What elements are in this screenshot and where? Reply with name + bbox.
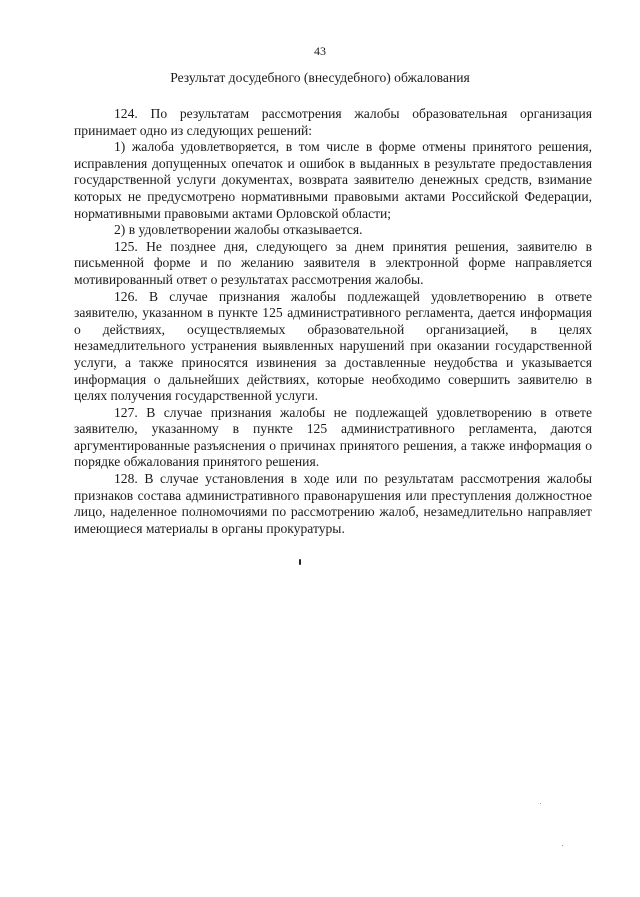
paragraph-125: 125. Не позднее дня, следующего за днем принятия решения, заявителю в письменной форме и по желанию заявителя в электронной форме направляется мотивированный ответ о результатах рассмотрения жалобы. <box>74 238 592 287</box>
paragraph-124: 124. По результатам рассмотрения жалобы образовательная организация принимает одно из следующих решений: <box>74 106 592 138</box>
paragraph-124-item-2: 2) в удовлетворении жалобы отказывается. <box>114 222 363 238</box>
paragraph-126: 126. В случае признания жалобы подлежащей удовлетворению в ответе заявителю, указанном в пункте 125 административного регламента, дается информация о действиях, осуществляемых образовательной организацией, в целях незамедлительного устранения выявленных нарушений при оказании государственной услуги, а также приносятся извинения за доставленные неудобства и указывается информация о дальнейших действиях, которые необходимо совершить заявителю в целях получения государственной услуги. <box>74 288 592 404</box>
scan-artifact-dot <box>562 845 563 846</box>
document-body <box>74 106 592 537</box>
paragraph-127: 127. В случае признания жалобы не подлежащей удовлетворению в ответе заявителю, указанному в пункте 125 административного регламента, даются аргументированные разъяснения о причинах принятого решения, а также информация о порядке обжалования принятого решения. <box>74 404 592 470</box>
section-title: Результат досудебного (внесудебного) обжалования <box>170 70 470 85</box>
paragraph-124-item-1: 1) жалоба удовлетворяется, в том числе в форме отмены принятого решения, исправления допущенных опечаток и ошибок в выданных в результате предоставления государственной услуги документах, возврата заявителю денежных средств, взимание которых не предусмотрено нормативными правовыми актами Российской Федерации, нормативными правовыми актами Орловской области; <box>74 139 592 221</box>
scan-artifact-dot <box>540 803 541 804</box>
page-number: 43 <box>314 44 326 58</box>
paragraph-128: 128. В случае установления в ходе или по результатам рассмотрения жалобы признаков состава административного правонарушения или преступления должностное лицо, наделенное полномочиями по рассмотрению жалоб, незамедлительно направляет имеющиеся материалы в органы прокуратуры. <box>74 471 592 536</box>
scan-artifact-mark <box>299 559 301 565</box>
